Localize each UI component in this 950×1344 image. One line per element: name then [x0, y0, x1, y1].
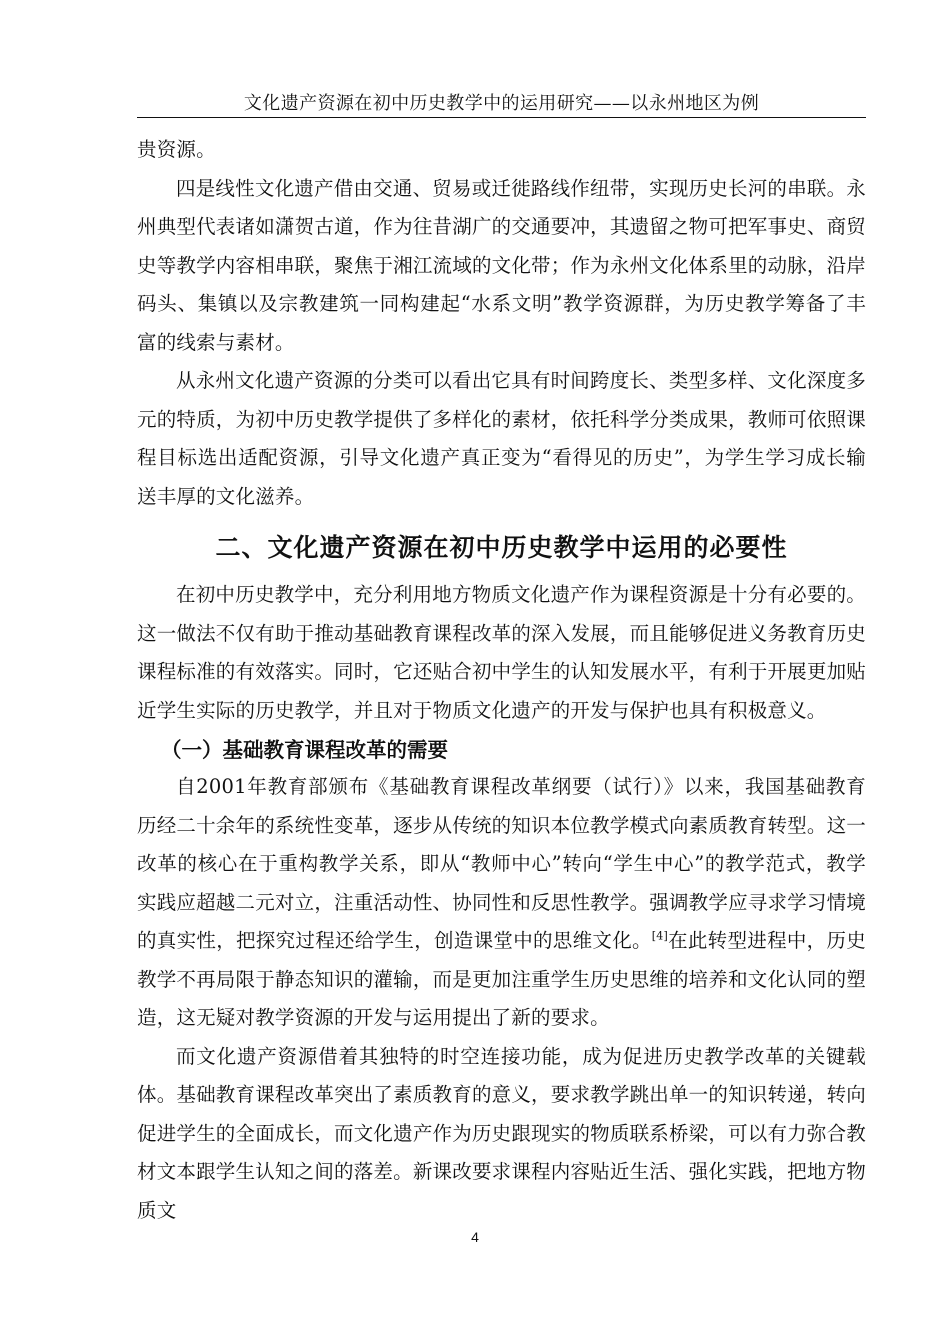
- page-number: 4: [471, 1229, 479, 1245]
- paragraph-necessity-intro: 在初中历史教学中，充分利用地方物质文化遗产作为课程资源是十分有必要的。这一做法不仅有助于推动基础教育课程改革的深入发展，而且能够促进义务教育历史课程标准的有效落实。同时，它还贴合初中学生的认知发展水平，有利于开展更加贴近学生实际的历史教学，并且对于物质文化遗产的开发与保护也具有积极意义。: [137, 583, 866, 722]
- paragraph-continuation: 贵资源。: [137, 138, 216, 161]
- page-body: [137, 131, 866, 1230]
- paragraph-heritage-carrier: 而文化遗产资源借着其独特的时空连接功能，成为促进历史教学改革的关键载体。基础教育课程改革突出了素质教育的意义，要求教学跳出单一的知识转递，转向促进学生的全面成长，而文化遗产作为历史跟现实的物质联系桥梁，可以有力弥合教材文本跟学生认知之间的落差。新课改要求课程内容贴近生活、强化实践，把地方物质文: [137, 1044, 866, 1222]
- section-heading: 二、文化遗产资源在初中历史教学中运用的必要性: [215, 533, 788, 562]
- subsection-heading: （一）基础教育课程改革的需要: [161, 738, 448, 762]
- paragraph-text-part: 在此转型进程中，历史教学不再局限于静态知识的灌输，而是更加注重学生历史思维的培养和文化认同的塑造，这无疑对教学资源的开发与运用提出了新的要求。: [137, 929, 866, 1029]
- paragraph-text-part: 自2001年教育部颁布《基础教育课程改革纲要（试行）》以来，我国基础教育历经二十余年的系统性变革，逐步从传统的知识本位教学模式向素质教育转型。这一改革的核心在于重构教学关系，即从“教师中心”转向“学生中心”的教学范式，教学实践应超越二元对立，注重活动性、协同性和反思性教学。强调教学应寻求学习情境的真实性，把探究过程还给学生，创造课堂中的思维文化。: [137, 775, 866, 952]
- paragraph-classification-summary: 从永州文化遗产资源的分类可以看出它具有时间跨度长、类型多样、文化深度多元的特质，为初中历史教学提供了多样化的素材，依托科学分类成果，教师可依照课程目标选出适配资源，引导文化遗产真正变为“看得见的历史”，为学生学习成长输送丰厚的文化滋养。: [137, 369, 866, 508]
- header-divider: [137, 117, 866, 118]
- running-header-title: 文化遗产资源在初中历史教学中的运用研究——以永州地区为例: [243, 93, 760, 114]
- paragraph-linear-heritage: 四是线性文化遗产借由交通、贸易或迁徙路线作纽带，实现历史长河的串联。永州典型代表诸如潇贺古道，作为往昔湖广的交通要冲，其遗留之物可把军事史、商贸史等教学内容相串联，聚焦于湘江流域的文化带；作为永州文化体系里的动脉，沿岸码头、集镇以及宗教建筑一同构建起“水系文明”教学资源群，为历史教学筹备了丰富的线索与素材。: [137, 176, 866, 354]
- paragraph-curriculum-reform: [137, 768, 866, 1038]
- footnote-reference: [4]: [651, 929, 668, 943]
